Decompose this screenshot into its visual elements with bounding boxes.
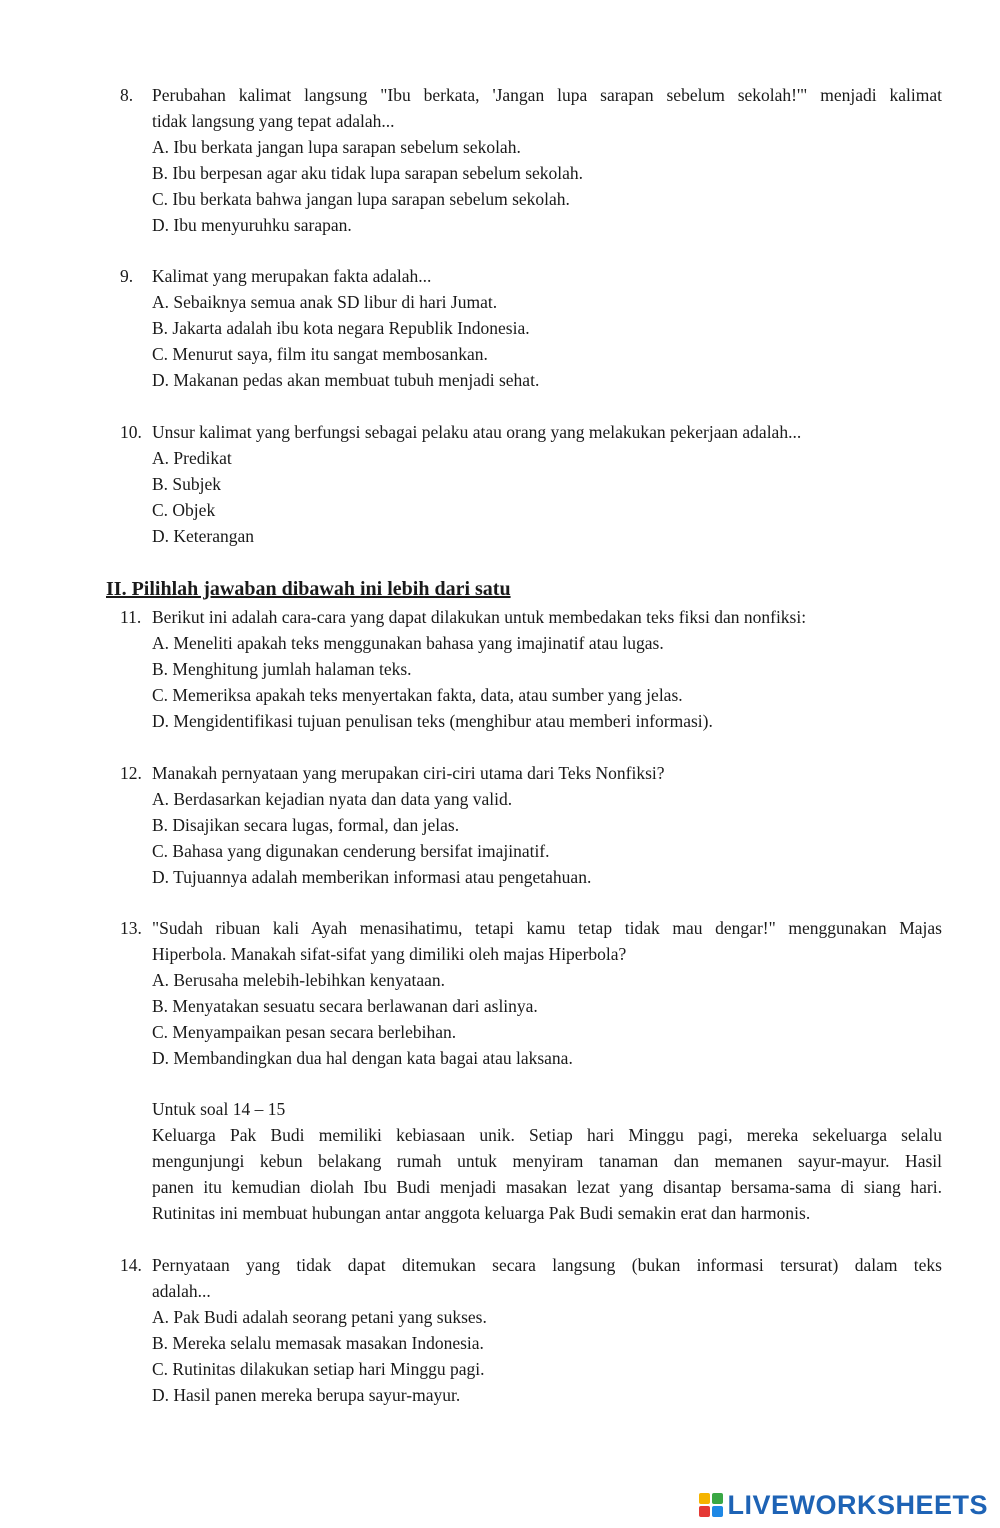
section-heading: II. Pilihlah jawaban dibawah ini lebih dari satu [106,578,511,600]
question-text: Perubahan kalimat langsung "Ibu berkata, 'Jangan lupa sarapan sebelum sekolah!'" menjadi kalimat [152,85,942,105]
option-a[interactable]: A. Berusaha melebih-lebihkan kenyataan. [152,970,446,990]
option-c[interactable]: C. Memeriksa apakah teks menyertakan fakta, data, atau sumber yang jelas. [152,685,683,705]
option-b[interactable]: B. Jakarta adalah ibu kota negara Republik Indonesia. [152,318,530,338]
question-text: "Sudah ribuan kali Ayah menasihatimu, tetapi kamu tetap tidak mau dengar!" menggunakan Majas [152,918,942,938]
logo-square-2 [712,1493,723,1504]
option-d[interactable]: D. Hasil panen mereka berupa sayur-mayur. [152,1385,461,1405]
option-a[interactable]: A. Ibu berkata jangan lupa sarapan sebelum sekolah. [152,137,521,157]
question-number: 13. [120,918,142,938]
question-8 [120,82,942,238]
option-b[interactable]: B. Menghitung jumlah halaman teks. [152,659,412,679]
passage-line: panen itu kemudian diolah Ibu Budi menjadi masakan lezat yang disantap bersama-sama di siang hari. [152,1177,942,1197]
question-text: Kalimat yang merupakan fakta adalah... [152,266,432,286]
question-text: Hiperbola. Manakah sifat-sifat yang dimiliki oleh majas Hiperbola? [152,944,627,964]
liveworksheets-logo [699,1488,988,1522]
passage-intro: Untuk soal 14 – 15 [152,1099,286,1119]
logo-square-1 [699,1493,710,1504]
question-text: adalah... [152,1281,211,1301]
option-d[interactable]: D. Ibu menyuruhku sarapan. [152,215,352,235]
option-b[interactable]: B. Disajikan secara lugas, formal, dan jelas. [152,815,460,835]
question-14 [120,1252,942,1408]
question-number: 12. [120,763,142,783]
question-11 [120,604,942,734]
option-a[interactable]: A. Predikat [152,448,232,468]
option-c[interactable]: C. Menyampaikan pesan secara berlebihan. [152,1022,457,1042]
question-13 [120,915,942,1071]
option-d[interactable]: D. Makanan pedas akan membuat tubuh menjadi sehat. [152,370,540,390]
reading-passage [152,1096,942,1226]
question-10 [120,419,942,549]
option-c[interactable]: C. Rutinitas dilakukan setiap hari Minggu pagi. [152,1359,485,1379]
option-d[interactable]: D. Tujuannya adalah memberikan informasi atau pengetahuan. [152,867,592,887]
option-d[interactable]: D. Keterangan [152,526,255,546]
brand-name: LIVEWORKSHEETS [727,1489,988,1520]
option-c[interactable]: C. Ibu berkata bahwa jangan lupa sarapan sebelum sekolah. [152,189,570,209]
question-text: Manakah pernyataan yang merupakan ciri-ciri utama dari Teks Nonfiksi? [152,763,665,783]
option-c[interactable]: C. Bahasa yang digunakan cenderung bersifat imajinatif. [152,841,550,861]
question-number: 9. [120,266,134,286]
option-a[interactable]: A. Berdasarkan kejadian nyata dan data yang valid. [152,789,513,809]
logo-square-3 [699,1506,710,1517]
option-a[interactable]: A. Meneliti apakah teks menggunakan bahasa yang imajinatif atau lugas. [152,633,664,653]
option-b[interactable]: B. Mereka selalu memasak masakan Indonesia. [152,1333,484,1353]
question-text: tidak langsung yang tepat adalah... [152,111,395,131]
option-c[interactable]: C. Objek [152,500,216,520]
question-number: 11. [120,607,142,627]
question-text: Berikut ini adalah cara-cara yang dapat dilakukan untuk membedakan teks fiksi dan nonfiksi: [152,607,807,627]
question-number: 8. [120,85,134,105]
option-a[interactable]: A. Pak Budi adalah seorang petani yang sukses. [152,1307,487,1327]
question-number: 14. [120,1255,142,1275]
liveworksheets-logo-icon [699,1493,723,1517]
option-c[interactable]: C. Menurut saya, film itu sangat membosankan. [152,344,488,364]
question-12 [120,760,942,890]
question-number: 10. [120,422,142,442]
logo-square-4 [712,1506,723,1517]
option-b[interactable]: B. Menyatakan sesuatu secara berlawanan dari aslinya. [152,996,538,1016]
option-a[interactable]: A. Sebaiknya semua anak SD libur di hari Jumat. [152,292,498,312]
passage-line: Keluarga Pak Budi memiliki kebiasaan unik. Setiap hari Minggu pagi, mereka sekeluarga selalu [152,1125,942,1145]
passage-line: Rutinitas ini membuat hubungan antar anggota keluarga Pak Budi semakin erat dan harmonis. [152,1203,811,1223]
option-d[interactable]: D. Membandingkan dua hal dengan kata bagai atau laksana. [152,1048,573,1068]
question-text: Pernyataan yang tidak dapat ditemukan secara langsung (bukan informasi tersurat) dalam teks [152,1255,942,1275]
option-d[interactable]: D. Mengidentifikasi tujuan penulisan teks (menghibur atau memberi informasi). [152,711,713,731]
question-text: Unsur kalimat yang berfungsi sebagai pelaku atau orang yang melakukan pekerjaan adalah... [152,422,802,442]
passage-line: mengunjungi kebun belakang rumah untuk menyiram tanaman dan memanen sayur-mayur. Hasil [152,1151,942,1171]
option-b[interactable]: B. Subjek [152,474,222,494]
option-b[interactable]: B. Ibu berpesan agar aku tidak lupa sarapan sebelum sekolah. [152,163,584,183]
question-9 [120,263,942,393]
